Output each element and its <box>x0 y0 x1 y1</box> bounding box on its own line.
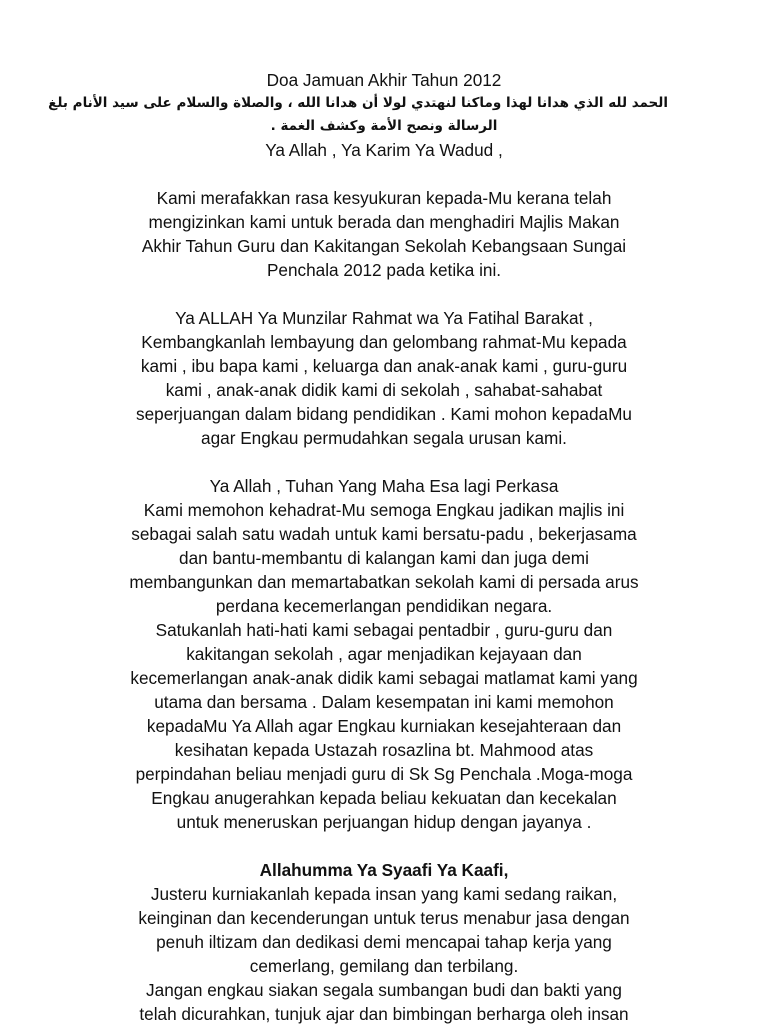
text-line: Engkau anugerahkan kepada beliau kekuatan dan kecekalan <box>151 788 617 808</box>
text-line: penuh iltizam dan dedikasi demi mencapai tahap kerja yang <box>156 932 612 952</box>
section-heading: Allahumma Ya Syaafi Ya Kaafi, <box>259 860 509 880</box>
document-body <box>48 68 668 1026</box>
paragraph-gap <box>100 834 668 858</box>
text-line: agar Engkau permudahkan segala urusan kami. <box>201 428 567 448</box>
text-line: Kami merafakkan rasa kesyukuran kepada-Mu kerana telah <box>156 188 612 208</box>
arabic-line: الحمد لله الذي هدانا لهذا وماكنا لنهتدي لولا أن هدانا الله ، والصلاة والسلام على سيد الأنام بلغ <box>48 95 668 111</box>
paragraph-1 <box>100 186 668 282</box>
text-line: seperjuangan dalam bidang pendidikan . Kami mohon kepadaMu <box>136 404 632 424</box>
paragraph-gap <box>100 282 668 306</box>
opening-line: Ya Allah , Ya Karim Ya Wadud , <box>265 140 503 160</box>
text-line: Justeru kurniakanlah kepada insan yang kami sedang raikan, <box>150 884 618 904</box>
text-line: keinginan dan kecenderungan untuk terus menabur jasa dengan <box>138 908 630 928</box>
text-line: Ya Allah , Tuhan Yang Maha Esa lagi Perkasa <box>209 476 559 496</box>
paragraph-4 <box>100 882 668 1026</box>
text-line: Kami memohon kehadrat-Mu semoga Engkau jadikan majlis ini <box>143 500 625 520</box>
text-line: telah dicurahkan, tunjuk ajar dan bimbingan berharga oleh insan <box>139 1004 629 1024</box>
text-line: Kembangkanlah lembayung dan gelombang rahmat-Mu kepada <box>141 332 627 352</box>
text-line: untuk meneruskan perjuangan hidup dengan jayanya . <box>176 812 592 832</box>
text-line: Penchala 2012 pada ketika ini. <box>266 260 502 280</box>
arabic-opening <box>48 92 668 138</box>
text-line: cemerlang, gemilang dan terbilang. <box>249 956 519 976</box>
text-line: kecemerlangan anak-anak didik kami sebagai matlamat kami yang <box>130 668 638 688</box>
text-line: utama dan bersama . Dalam kesempatan ini kami memohon <box>154 692 614 712</box>
text-line: membangunkan dan memartabatkan sekolah kami di persada arus <box>129 572 639 592</box>
text-line: Jangan engkau siakan segala sumbangan budi dan bakti yang <box>146 980 622 1000</box>
paragraph-2 <box>100 306 668 450</box>
text-line: Satukanlah hati-hati kami sebagai pentadbir , guru-guru dan <box>155 620 613 640</box>
text-line: kami , ibu bapa kami , keluarga dan anak-anak kami , guru-guru <box>140 356 628 376</box>
arabic-line: الرسالة ونصح الأمة وكشف الغمة . <box>270 118 498 134</box>
text-line: kesihatan kepada Ustazah rosazlina bt. Mahmood atas <box>174 740 594 760</box>
document-title: Doa Jamuan Akhir Tahun 2012 <box>266 70 502 90</box>
text-line: perdana kecemerlangan pendidikan negara. <box>215 596 553 616</box>
paragraph-3 <box>100 474 668 834</box>
text-line: kakitangan sekolah , agar menjadikan kejayaan dan <box>186 644 582 664</box>
text-line: Ya ALLAH Ya Munzilar Rahmat wa Ya Fatihal Barakat , <box>175 308 593 328</box>
text-line: dan bantu-membantu di kalangan kami dan juga demi <box>179 548 589 568</box>
text-line: sebagai salah satu wadah untuk kami bersatu-padu , bekerjasama <box>131 524 637 544</box>
text-line: mengizinkan kami untuk berada dan menghadiri Majlis Makan <box>148 212 620 232</box>
text-line: kepadaMu Ya Allah agar Engkau kurniakan kesejahteraan dan <box>146 716 622 736</box>
paragraph-gap <box>100 162 668 186</box>
text-line: perpindahan beliau menjadi guru di Sk Sg Penchala .Moga-moga <box>135 764 633 784</box>
paragraph-gap <box>100 450 668 474</box>
text-line: Akhir Tahun Guru dan Kakitangan Sekolah Kebangsaan Sungai <box>141 236 627 256</box>
text-line: kami , anak-anak didik kami di sekolah , sahabat-sahabat <box>165 380 603 400</box>
